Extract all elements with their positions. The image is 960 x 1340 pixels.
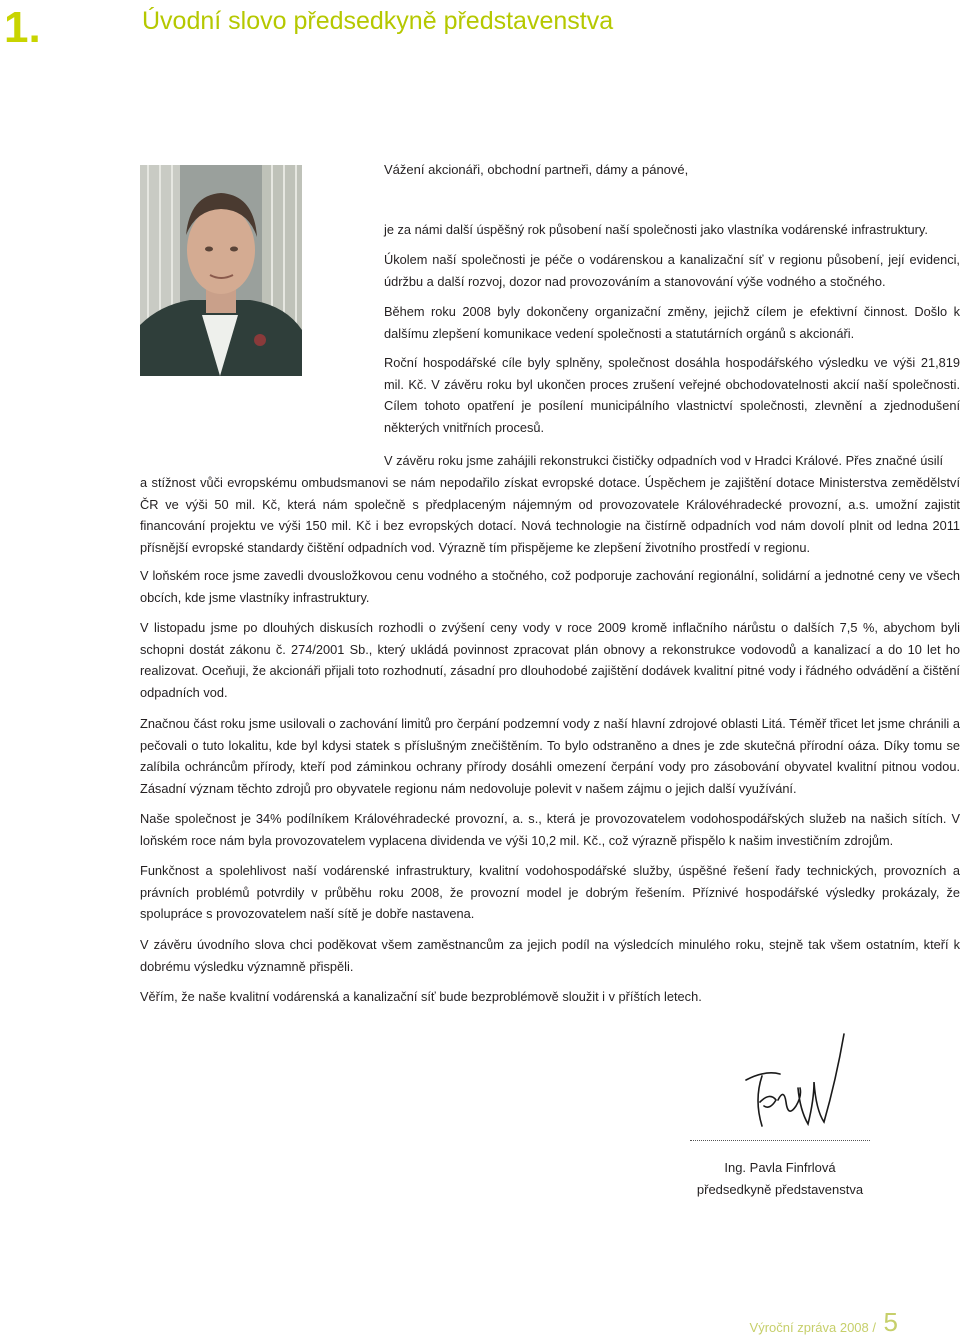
paragraph-10: Funkčnost a spolehlivost naší vodárenské infrastruktury, kvalitní vodohospodářské služby, úspěšné řešení řady technických, provozních a právních problémů potvrdily v průběhu roku 2008, že provozní model je dobrým řešením. Příznivé hospodářské výsledky prokázaly, že spolupráce s provozovatelem naší sítě je dobře nastavena. [140, 863, 960, 921]
paragraph-1: je za námi další úspěšný rok působení naší společnosti jako vlastníka vodárenské infrastruktury. [384, 222, 928, 237]
paragraph-2: Úkolem naší společnosti je péče o vodárenskou a kanalizační síť v regionu působení, její evidenci, údržbu a další rozvoj, dozor nad provozováním a stanovování výše vodného a stočného. [384, 252, 960, 289]
chapter-number: 1. [4, 3, 41, 52]
signer-role: předsedkyně představenstva [696, 1182, 864, 1197]
signer-name: Ing. Pavla Finfrlová [724, 1160, 836, 1175]
page-number: 5 [883, 1307, 898, 1337]
handwritten-signature [740, 1030, 850, 1145]
paragraph-11: V závěru úvodního slova chci poděkovat všem zaměstnancům za jejich podíl na výsledcích minulého roku, stejně tak všem ostatním, kteří k dobrému výsledku významně přispěli. [140, 937, 960, 974]
paragraph-5-start: V závěru roku jsme zahájili rekonstrukci čističky odpadních vod v Hradci Králové. Přes značné úsilí [384, 453, 944, 468]
paragraph-8: Značnou část roku jsme usilovali o zachování limitů pro čerpání podzemní vody z naší hlavní zdrojové oblasti Litá. Téměř třicet let jsme chránili a pečovali o tuto lokalitu, kde byl kdysi statek s příslušným znečištěním. To bylo odstraněno a dnes je zde skutečná přírodní oáza. Díky tomu se zalíbila ochráncům přírody, kteří pod záminkou ochrany přírody dosáhli omezení čerpání vody pro zásobování obyvatel kvalitní pitnou vodou. Zásadní význam těchto zdrojů pro obyvatele regionu nám nedovoluje polevit v našem zájmu o jejich další využívání. [140, 716, 960, 796]
paragraph-9: Naše společnost je 34% podílníkem Královéhradecké provozní, a. s., která je provozovatelem vodohospodářských služeb na našich sítích. V loňském roce nám byla provozovatelem vyplacena dividenda ve výši 10,2 mil. Kč., což výrazně přispělo k našim investičním zdrojům. [140, 811, 960, 848]
paragraph-4: Roční hospodářské cíle byly splněny, společnost dosáhla hospodářského výsledku ve výši 21,819 mil. Kč. V závěru roku byl ukončen proces zrušení veřejné obchodovatelnosti akcií naší společnosti. Cílem tohoto opatření je posílení municipálního vlastnictví společnosti, zlevnění a zjednodušení některých vnitřních procesů. [384, 355, 960, 435]
paragraph-3: Během roku 2008 byly dokončeny organizační změny, jejichž cílem je efektivní činnost. Došlo k dalšímu zlepšení komunikace vedení společnosti a statutárních orgánů s akcionáři. [384, 304, 960, 341]
chairwoman-portrait [140, 165, 302, 376]
greeting: Vážení akcionáři, obchodní partneři, dámy a pánové, [384, 162, 689, 177]
paragraph-6: V loňském roce jsme zavedli dvousložkovou cenu vodného a stočného, což podporuje zachování regionální, solidární a jednotné ceny ve všech obcích, kde jsme vlastníky infrastruktury. [140, 568, 960, 605]
page-title: Úvodní slovo předsedkyně představenstva [142, 7, 614, 35]
footer-report-label: Výroční zpráva 2008 / [749, 1320, 876, 1335]
paragraph-12: Věřím, že naše kvalitní vodárenská a kanalizační síť bude bezproblémově sloužit i v příštích letech. [140, 989, 702, 1004]
paragraph-7: V listopadu jsme po dlouhých diskusích rozhodli o zvýšení ceny vody v roce 2009 kromě inflačního nárůstu o dalších 7,5 %, abychom byli schopni dostát zákonu č. 274/2001 Sb., který ukládá povinnost zpracovat plán obnovy a rekonstrukce vodovodů a kanalizací a do 10 let ho realizovat. Oceňuji, že akcionáři přijali toto rozhodnutí, zásadní pro dlouhodobé zajištění dodávek kvalitní pitné vody i řádného odvádění a čištění odpadních vod. [140, 620, 960, 700]
paragraph-5-continued: a stížnost vůči evropskému ombudsmanovi se nám nepodařilo získat evropské dotace. Úspěchem je zajištění dotace Ministerstva zemědělství ČR ve výši 50 mil. Kč, která nám společně s předplaceným nájemným od provozovatele Královéhradecké provozní, a.s. umožní zajistit financování projektu ve výši 150 mil. Kč i bez evropských dotací. Nová technologie na čistírně odpadních vod nám dovolí plnit od ledna 2011 přísnější evropské standardy čištění odpadních vod. Výrazně tím přispějeme ke zlepšení životního prostředí v regionu. [140, 475, 960, 555]
signature-line [690, 1140, 870, 1141]
